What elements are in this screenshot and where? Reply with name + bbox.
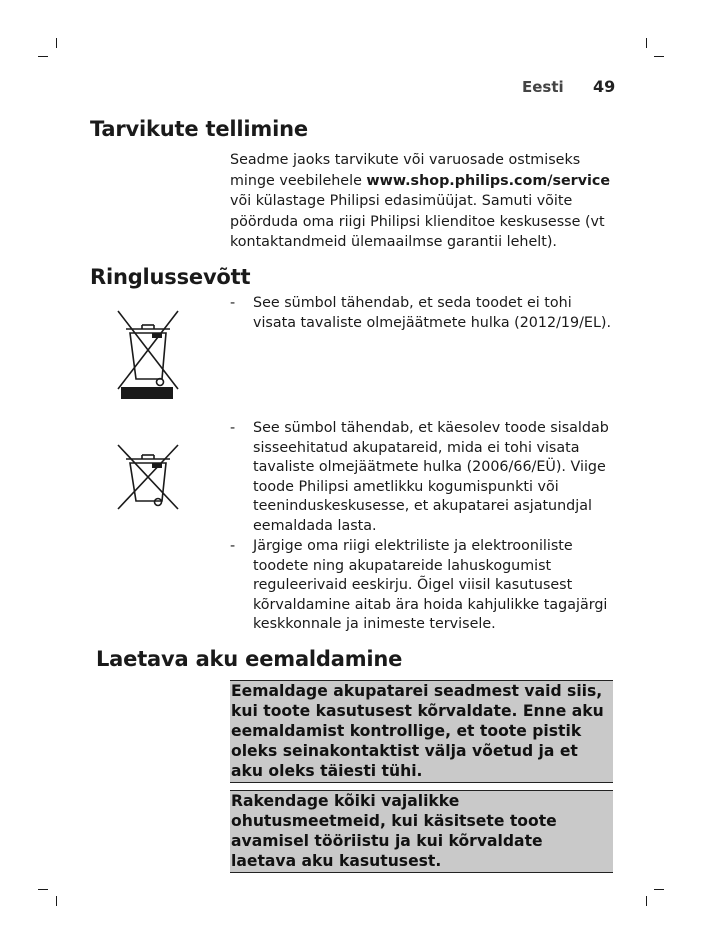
crop-mark	[38, 889, 48, 890]
bullet-dash: -	[230, 420, 236, 436]
page-number: 49	[593, 77, 616, 96]
shop-link[interactable]: www.shop.philips.com/service	[366, 172, 611, 189]
warning-box: Rakendage kõiki vajalikke ohutusmeetmeid, kui käsitsete toote avamisel tööriistu ja kui kõrvaldate laetava aku kasutusest.	[230, 790, 613, 873]
ordering-paragraph	[230, 150, 615, 253]
crop-mark	[56, 38, 57, 48]
crop-mark	[646, 38, 647, 48]
bullet-dash: -	[230, 295, 236, 311]
crossed-wheelie-bin-icon	[112, 303, 184, 401]
crop-mark	[654, 889, 664, 890]
bullet-dash: -	[230, 538, 236, 554]
bullet-text: Järgige oma riigi elektriliste ja elektrooniliste toodete ning akupatareide lahuskogumist reguleerivaid eeskirju. Õigel viisil kasutusest kõrvaldamine aitab ära hoida kahjulikke tagajärgi keskkonnale ja inimeste tervisele.	[253, 538, 608, 632]
ordering-text-continued: või külastage Philipsi edasimüüjat. Samuti võite pöörduda oma riigi Philipsi klienditoe keskusesse (vt kontaktandmeid ülemaailmse garantii lehelt).	[230, 193, 605, 251]
crossed-wheelie-bin-icon	[112, 439, 184, 515]
section-title-battery-removal: Laetava aku eemaldamine	[96, 647, 403, 671]
bullet-text: See sümbol tähendab, et käesolev toode sisaldab sisseehitatud akupatareid, mida ei tohi visata tavaliste olmejäätmete hulka (2006/66/EÜ). Viige toode Philipsi ametlikku kogumispunkti või teeninduskeskusesse, et akupatarei asjatundjal eemaldada lasta.	[253, 420, 609, 534]
crop-mark	[646, 896, 647, 906]
header-language: Eesti	[522, 78, 564, 96]
warning-box: Eemaldage akupatarei seadmest vaid siis, kui toote kasutusest kõrvaldate. Enne aku eemaldamist kontrollige, et toote pistik oleks seinakontaktist välja võetud ja et aku oleks täiesti tühi.	[230, 680, 613, 783]
ordering-text: Seadme jaoks tarvikute või varuosade ostmiseks minge veebilehele	[230, 152, 581, 189]
section-title-recycling: Ringlussevõtt	[90, 265, 251, 289]
bullet-text: See sümbol tähendab, et seda toodet ei tohi visata tavaliste olmejäätmete hulka (2012/19/EL).	[253, 295, 612, 331]
crop-mark	[56, 896, 57, 906]
crop-mark	[38, 56, 48, 57]
crop-mark	[654, 56, 664, 57]
section-title-ordering: Tarvikute tellimine	[90, 117, 308, 141]
